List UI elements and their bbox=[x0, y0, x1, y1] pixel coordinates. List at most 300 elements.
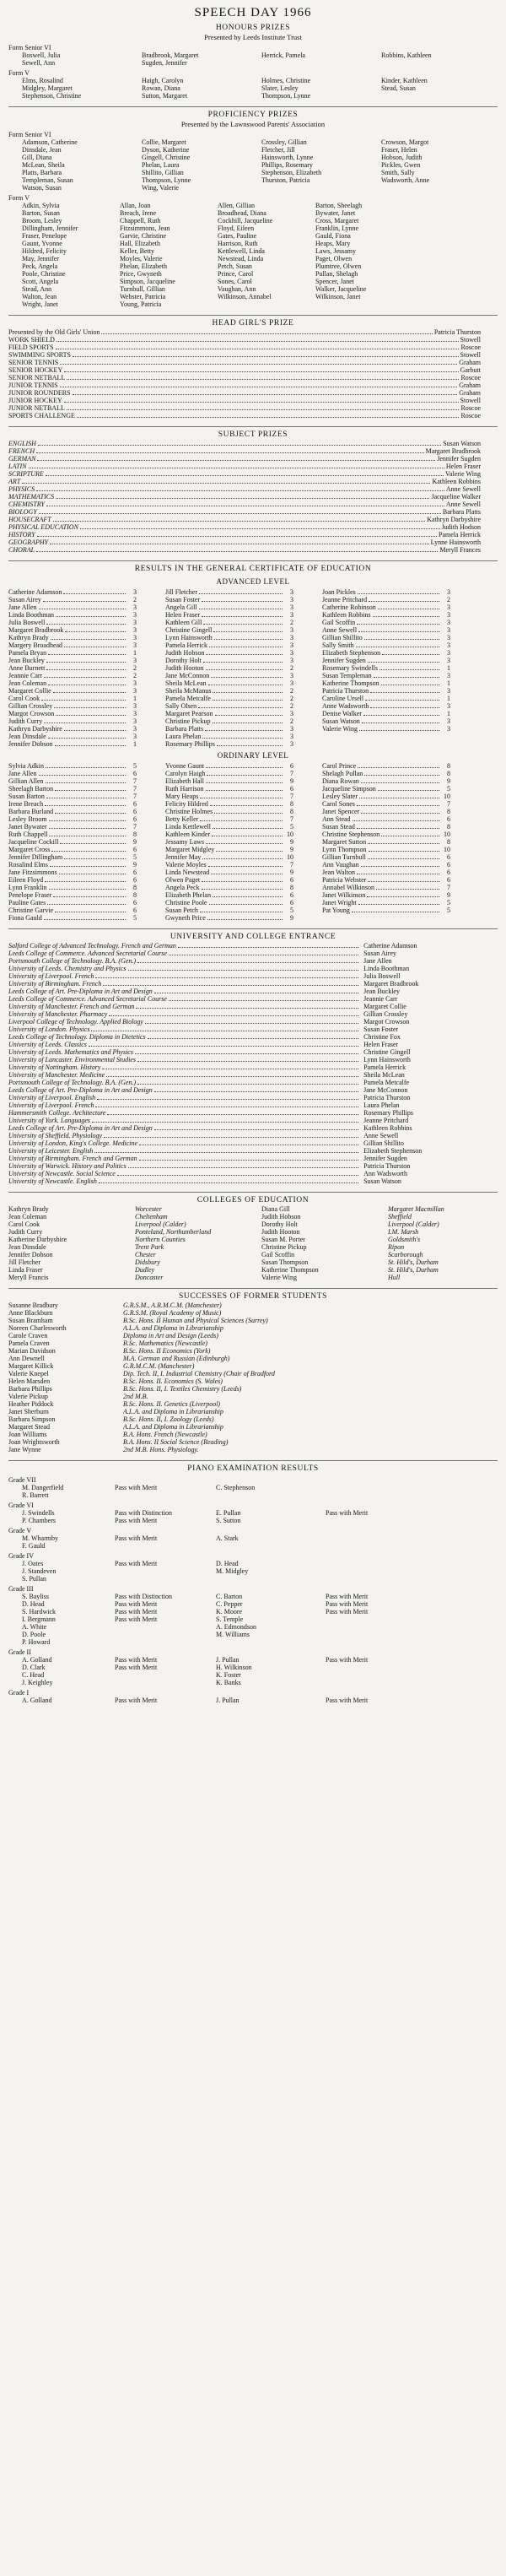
divider bbox=[8, 106, 498, 107]
university-row bbox=[8, 1071, 498, 1079]
prize-name: JUNIOR NETBALL bbox=[8, 404, 65, 412]
pupil-name bbox=[427, 1517, 506, 1524]
student-name: Margaret Midgley bbox=[165, 846, 215, 853]
result-name-cell bbox=[165, 914, 283, 922]
student-name: Platts, Barbara bbox=[22, 169, 62, 176]
student-name bbox=[413, 255, 506, 262]
grade-label: Grade I bbox=[8, 1689, 30, 1697]
student-name: Stead, Ann bbox=[22, 285, 52, 293]
pupil-name: D. Head bbox=[216, 1560, 239, 1567]
result-text: Pass with Merit bbox=[115, 1697, 158, 1704]
divider bbox=[8, 426, 498, 427]
student-name: Sylvia Adkin bbox=[8, 762, 45, 770]
leader-dots bbox=[53, 692, 126, 693]
college-name: I.M. Marsh bbox=[388, 1228, 419, 1236]
pupil-name bbox=[427, 1491, 506, 1499]
leader-dots bbox=[359, 730, 439, 731]
leader-dots bbox=[77, 416, 460, 418]
subject-count: 8 bbox=[133, 831, 137, 838]
house-prize-row bbox=[8, 344, 481, 351]
student-name: Thurston, Patricia bbox=[261, 176, 310, 184]
result-name-cell bbox=[8, 823, 126, 831]
pupil-name: E. Pullan bbox=[216, 1509, 241, 1517]
student-name: Carol Prince bbox=[322, 762, 357, 770]
result-text bbox=[326, 1615, 427, 1623]
college-name: Margaret Macmillan bbox=[388, 1205, 444, 1213]
column-gap bbox=[137, 762, 165, 770]
student-name: Barbara Platts bbox=[165, 725, 204, 733]
column-gap bbox=[137, 710, 165, 717]
student-name: Jane Allen bbox=[8, 603, 37, 611]
leader-dots bbox=[51, 639, 126, 640]
result-name-cell bbox=[8, 838, 126, 846]
divider bbox=[8, 1192, 498, 1193]
student-name: Judith Curry bbox=[8, 717, 43, 725]
pupil-name bbox=[216, 1542, 326, 1550]
result-name-cell bbox=[8, 634, 126, 641]
result-text bbox=[115, 1491, 216, 1499]
result-name-cell bbox=[8, 831, 126, 838]
subject-count: 3 bbox=[133, 611, 137, 619]
result-name-cell bbox=[8, 853, 126, 861]
result-name-cell bbox=[165, 649, 283, 657]
column-gap bbox=[293, 808, 322, 815]
former-student-name: Ann Dewnell bbox=[8, 1355, 45, 1362]
student-name: Sheila McLean bbox=[165, 679, 207, 687]
student-name: Laura Phelan bbox=[165, 733, 202, 740]
result-name-cell bbox=[322, 914, 440, 922]
former-student-name: Joan Williams bbox=[8, 1431, 47, 1438]
leader-dots bbox=[365, 700, 439, 701]
result-text: Pass with Merit bbox=[115, 1534, 158, 1542]
institution-course: Leeds College of Commerce. Advanced Secretarial Course bbox=[8, 995, 167, 1003]
column-gap bbox=[137, 664, 165, 672]
course-cell bbox=[8, 1041, 360, 1048]
course-cell bbox=[8, 1139, 360, 1147]
result-name-cell bbox=[8, 891, 126, 899]
student-name: Susan Thompson bbox=[261, 1258, 309, 1266]
subject-count: 3 bbox=[133, 733, 137, 740]
university-row bbox=[8, 1139, 498, 1147]
subject-prize-row bbox=[8, 523, 481, 531]
student-name: Hildred, Felicity bbox=[22, 247, 67, 255]
pupil-name: D. Head bbox=[22, 1600, 45, 1608]
student-name: Carol Sones bbox=[322, 800, 355, 808]
result-name-cell bbox=[322, 717, 440, 725]
qualification: B.Sc. Hons. II. Genetics (Liverpool) bbox=[123, 1400, 221, 1408]
student-name: Susan Foster bbox=[165, 596, 201, 603]
leader-dots bbox=[37, 535, 437, 537]
leader-dots bbox=[137, 1061, 358, 1062]
leader-dots bbox=[363, 715, 439, 716]
column-gap bbox=[293, 861, 322, 869]
result-name-cell bbox=[8, 679, 126, 687]
result-name-cell bbox=[165, 831, 283, 838]
subject-count: 9 bbox=[290, 846, 293, 853]
pupil-name bbox=[427, 1509, 506, 1517]
result-name-cell bbox=[8, 710, 126, 717]
leader-dots bbox=[368, 843, 439, 844]
student-name: Patricia Webster bbox=[322, 876, 367, 884]
result-name-cell bbox=[8, 800, 126, 808]
pupil-name bbox=[427, 1631, 506, 1638]
pupil-name bbox=[427, 1608, 506, 1615]
institution-course: Leeds College of Technology. Diploma in Dietetics bbox=[8, 1033, 146, 1041]
leader-dots bbox=[49, 820, 126, 821]
leader-dots bbox=[65, 631, 126, 632]
result-text: Pass with Merit bbox=[115, 1656, 158, 1664]
university-row bbox=[8, 957, 498, 965]
leader-dots bbox=[44, 677, 126, 678]
qualification: M.A. German and Russian (Edinburgh) bbox=[123, 1355, 230, 1362]
institution-course: Hammersmith College. Architecture bbox=[8, 1109, 106, 1117]
subject-prize-row bbox=[8, 455, 481, 463]
leader-dots bbox=[22, 482, 430, 484]
student-name: Diana Gill bbox=[261, 1205, 290, 1213]
leader-dots bbox=[207, 775, 283, 776]
column-gap bbox=[293, 762, 322, 770]
former-student-name: Helen Marsden bbox=[8, 1377, 51, 1385]
leader-dots bbox=[199, 593, 283, 594]
pupil-name: S. Hardwick bbox=[22, 1608, 56, 1615]
result-text bbox=[326, 1534, 427, 1542]
qualification: Dip. Tech. II, I. Industrial Chemistry (Chair of Bradford bbox=[123, 1370, 275, 1377]
piano-results bbox=[8, 1476, 498, 1704]
student-name: Carolyn Haigh bbox=[165, 770, 206, 777]
student-name: Valerie Wing bbox=[261, 1274, 297, 1281]
leader-dots bbox=[203, 662, 283, 663]
course-cell bbox=[8, 1079, 360, 1086]
column-gap bbox=[293, 619, 322, 626]
result-text: Pass with Merit bbox=[115, 1560, 158, 1567]
prize-name: SWIMMING SPORTS bbox=[8, 351, 71, 359]
student-name: Margaret Pearson bbox=[165, 710, 213, 717]
result-text: Pass with Merit bbox=[115, 1484, 158, 1491]
student-name: Kathryn Brady bbox=[8, 1205, 49, 1213]
student-name: Wing, Valerie bbox=[142, 184, 179, 192]
student-name: Mary Heaps bbox=[165, 793, 199, 800]
institution-course: Leeds College of Art. Pre-Diploma in Art and Design bbox=[8, 988, 153, 995]
head-girl-section bbox=[8, 318, 498, 419]
pupil-name: J. Pullan bbox=[216, 1697, 240, 1704]
pupil-name: J. Keighley bbox=[22, 1679, 53, 1686]
result-name-cell bbox=[8, 808, 126, 815]
house-prize-row bbox=[8, 374, 481, 382]
subject-count: 3 bbox=[447, 657, 450, 664]
column-gap bbox=[137, 695, 165, 702]
leader-dots bbox=[357, 624, 439, 625]
successes-section bbox=[8, 1291, 498, 1453]
pupil-name: M. Williams bbox=[216, 1631, 250, 1638]
proficiency-heading: PROFICIENCY PRIZES bbox=[207, 111, 299, 119]
subject-count: 6 bbox=[290, 876, 293, 884]
leader-dots bbox=[36, 452, 424, 453]
result-name-cell bbox=[322, 869, 440, 876]
pupil-name: J. Swindells bbox=[22, 1509, 55, 1517]
student-name: Lesley Slater bbox=[322, 793, 358, 800]
college-name: Worcester bbox=[135, 1205, 162, 1213]
leader-dots bbox=[117, 1175, 358, 1176]
student-name bbox=[413, 240, 506, 247]
student-name: Catherine Adamson bbox=[363, 942, 417, 950]
pupil-name bbox=[427, 1575, 506, 1583]
student-name: Chappell, Ruth bbox=[120, 217, 161, 225]
university-heading: UNIVERSITY AND COLLEGE ENTRANCE bbox=[170, 933, 336, 941]
student-name: Linda Newstead bbox=[165, 869, 210, 876]
pupil-name bbox=[427, 1615, 506, 1623]
institution-course: Portsmouth College of Technology. B.A. (Gen.) bbox=[8, 1079, 137, 1086]
head-girl-winner: Patricia Thurston bbox=[433, 328, 481, 336]
student-name: Hobson, Judith bbox=[381, 154, 423, 161]
column-gap bbox=[137, 831, 165, 838]
student-name: Gillian Crossley bbox=[363, 1010, 408, 1018]
student-name: Sheelagh Barton bbox=[8, 785, 54, 793]
student-name: Wright, Janet bbox=[22, 300, 58, 308]
result-name-cell bbox=[8, 702, 126, 710]
divider bbox=[8, 1460, 498, 1461]
subject-name: BIOLOGY bbox=[8, 508, 37, 516]
result-name-cell bbox=[8, 611, 126, 619]
course-cell bbox=[8, 1162, 360, 1170]
column-gap bbox=[293, 725, 322, 733]
former-student-name: Margaret Killick bbox=[8, 1362, 54, 1370]
university-row bbox=[8, 942, 498, 950]
student-name: Margot Crowson bbox=[363, 1018, 410, 1026]
piano-section bbox=[8, 1464, 498, 1704]
result-name-cell bbox=[8, 762, 126, 770]
result-name-cell bbox=[322, 695, 440, 702]
student-name: Gillian Turnbull bbox=[322, 853, 366, 861]
column-gap bbox=[293, 914, 322, 922]
leader-dots bbox=[46, 662, 126, 663]
student-name: Jean Coleman bbox=[8, 1213, 47, 1220]
column-gap bbox=[293, 657, 322, 664]
subject-count: 7 bbox=[133, 793, 137, 800]
leader-dots bbox=[56, 348, 460, 349]
student-name: Olwen Paget bbox=[165, 876, 201, 884]
student-name: Rosemary Swindells bbox=[322, 664, 378, 672]
column-gap bbox=[293, 626, 322, 634]
student-name: Crossley, Gillian bbox=[261, 138, 307, 146]
result-text: Pass with Merit bbox=[115, 1664, 158, 1671]
student-name: Walton, Jean bbox=[22, 293, 57, 300]
student-name: Cross, Margaret bbox=[315, 217, 359, 225]
university-row bbox=[8, 1117, 498, 1124]
student-name: Pamela Metcalfe bbox=[165, 695, 211, 702]
student-name: Christine Poole bbox=[165, 899, 207, 906]
result-text bbox=[326, 1484, 427, 1491]
result-name-cell bbox=[322, 619, 440, 626]
subject-count: 2 bbox=[290, 687, 293, 695]
result-name-cell bbox=[165, 793, 283, 800]
result-name-cell bbox=[165, 702, 283, 710]
college-name: Scarborough bbox=[388, 1251, 423, 1258]
student-name: Pamela Herrick bbox=[165, 641, 207, 649]
grade-label: Grade VI bbox=[8, 1502, 34, 1509]
student-name: Margaret Collie bbox=[8, 687, 51, 695]
student-name: Susan Barton bbox=[8, 793, 45, 800]
leader-dots bbox=[73, 393, 458, 395]
qualification: G.R.M.C.M. (Manchester) bbox=[123, 1362, 195, 1370]
house-prize-row bbox=[8, 351, 481, 359]
column-gap bbox=[137, 725, 165, 733]
student-name: Watson, Susan bbox=[22, 184, 62, 192]
university-section bbox=[8, 932, 498, 1185]
result-name-cell bbox=[322, 641, 440, 649]
student-name: Fitzsimmons, Jean bbox=[120, 225, 170, 232]
result-text: Pass with Merit bbox=[326, 1593, 369, 1600]
result-name-cell bbox=[8, 657, 126, 664]
student-name: Scott, Angela bbox=[22, 278, 59, 285]
result-name-cell bbox=[322, 823, 440, 831]
subject-count: 3 bbox=[133, 717, 137, 725]
student-name: Pamela Bryan bbox=[8, 649, 47, 657]
house-name: Stowell bbox=[460, 397, 481, 404]
subject-prize-row bbox=[8, 538, 481, 546]
leader-dots bbox=[369, 601, 439, 602]
result-name-cell bbox=[8, 906, 126, 914]
column-gap bbox=[137, 823, 165, 831]
student-name: Kathleen Robbins bbox=[322, 611, 371, 619]
house-name: Graham bbox=[459, 389, 481, 397]
result-name-cell bbox=[8, 603, 126, 611]
leader-dots bbox=[203, 624, 283, 625]
student-name: Cockhill, Jacqueline bbox=[218, 217, 273, 225]
student-name: Sally Olsen bbox=[165, 702, 197, 710]
subject-count: 2 bbox=[133, 664, 137, 672]
result-name-cell bbox=[165, 733, 283, 740]
pupil-name: H. Wilkinson bbox=[216, 1664, 252, 1671]
subject-count: 8 bbox=[447, 762, 450, 770]
leader-dots bbox=[367, 896, 439, 897]
student-name: Broom, Lesley bbox=[22, 217, 62, 225]
column-gap bbox=[137, 899, 165, 906]
column-gap bbox=[137, 679, 165, 687]
column-gap bbox=[293, 899, 322, 906]
subject-count: 5 bbox=[447, 899, 450, 906]
leader-dots bbox=[178, 947, 358, 948]
subject-count: 7 bbox=[133, 823, 137, 831]
colleges-section bbox=[8, 1195, 498, 1281]
student-name: Bywater, Janet bbox=[315, 209, 356, 217]
leader-dots bbox=[94, 1152, 358, 1153]
university-row bbox=[8, 1063, 498, 1071]
student-name: Linda Kettlewell bbox=[165, 823, 211, 831]
course-cell bbox=[8, 1056, 360, 1063]
student-name: Judith Hobson bbox=[165, 649, 205, 657]
column-gap bbox=[293, 672, 322, 679]
subject-count: 2 bbox=[447, 596, 450, 603]
student-name: Jane McConnon bbox=[165, 672, 210, 679]
result-name-cell bbox=[322, 853, 440, 861]
student-name: Templeman, Susan bbox=[22, 176, 73, 184]
subject-count: 3 bbox=[290, 626, 293, 634]
student-name: Margot Crowson bbox=[8, 710, 55, 717]
student-name: Pickles, Gwen bbox=[381, 161, 421, 169]
result-name-cell bbox=[165, 588, 283, 596]
student-name: Jennifer Sugden bbox=[322, 657, 366, 664]
result-name-cell bbox=[322, 702, 440, 710]
institution-course: University of Leeds. Chemistry and Physics bbox=[8, 965, 126, 972]
pupil-name: J. Oates bbox=[22, 1560, 44, 1567]
student-name: Christine Fox bbox=[363, 1033, 401, 1041]
student-name: Gillian Allen bbox=[8, 777, 44, 785]
column-gap bbox=[137, 649, 165, 657]
university-row bbox=[8, 1018, 498, 1026]
column-gap bbox=[137, 603, 165, 611]
university-row bbox=[8, 1086, 498, 1094]
subject-count: 3 bbox=[133, 725, 137, 733]
pupil-name: J. Pullan bbox=[216, 1656, 240, 1664]
winner-name: Judith Hodson bbox=[441, 523, 481, 531]
university-row bbox=[8, 1124, 498, 1132]
course-cell bbox=[8, 957, 360, 965]
successes-heading: SUCCESSES OF FORMER STUDENTS bbox=[179, 1292, 327, 1301]
pupil-name: M. Wharmby bbox=[22, 1534, 58, 1542]
leader-dots bbox=[57, 340, 459, 342]
leader-dots bbox=[53, 520, 426, 522]
leader-dots bbox=[51, 851, 126, 852]
university-row bbox=[8, 1094, 498, 1101]
subject-count: 5 bbox=[133, 914, 137, 922]
result-text bbox=[326, 1560, 427, 1567]
student-name: Wilkinson, Annabel bbox=[218, 293, 272, 300]
leader-dots bbox=[358, 904, 439, 905]
subject-prize-row bbox=[8, 546, 481, 554]
student-name: Annabel Wilkinson bbox=[322, 884, 374, 891]
subject-count: 5 bbox=[133, 762, 137, 770]
house-prize-row bbox=[8, 404, 481, 412]
leader-dots bbox=[210, 805, 283, 806]
result-name-cell bbox=[8, 884, 126, 891]
column-gap bbox=[137, 800, 165, 808]
student-name: Anne Sewell bbox=[322, 626, 358, 634]
qualification: A.L.A. and Diploma in Librarianship bbox=[123, 1408, 223, 1415]
result-name-cell bbox=[8, 793, 126, 800]
leader-dots bbox=[154, 1091, 358, 1092]
pupil-name: S. Bayliss bbox=[22, 1593, 50, 1600]
result-text: Pass with Merit bbox=[115, 1615, 158, 1623]
pupil-name bbox=[216, 1575, 326, 1583]
result-name-cell bbox=[322, 838, 440, 846]
student-name: Sewell, Ann bbox=[22, 59, 56, 67]
student-name: Angela Peck bbox=[165, 884, 200, 891]
leader-dots bbox=[215, 715, 283, 716]
honours-heading: HONOURS PRIZES bbox=[215, 24, 291, 32]
leader-dots bbox=[54, 707, 126, 708]
student-name: Stead, Susan bbox=[381, 84, 416, 92]
student-name: Carol Cook bbox=[8, 1220, 40, 1228]
proficiency-groups bbox=[8, 131, 498, 308]
subject-count: 6 bbox=[447, 861, 450, 869]
university-row bbox=[8, 1147, 498, 1155]
result-text bbox=[115, 1679, 216, 1686]
leader-dots bbox=[46, 767, 126, 768]
college-name: Ripon bbox=[388, 1243, 405, 1251]
house-prize-row bbox=[8, 336, 481, 344]
student-name: Gaunt, Yvonne bbox=[22, 240, 62, 247]
course-cell bbox=[8, 995, 360, 1003]
subject-count: 3 bbox=[133, 588, 137, 596]
course-cell bbox=[8, 1010, 360, 1018]
college-name: Liverpool (Calder) bbox=[388, 1220, 439, 1228]
successes-list bbox=[8, 1302, 498, 1453]
student-name bbox=[413, 209, 506, 217]
student-name: Laws, Jessamy bbox=[315, 247, 356, 255]
student-name: Gillian Shillito bbox=[322, 634, 363, 641]
subject-count: 3 bbox=[133, 687, 137, 695]
qualification: G.R.S.M., A.R.M.C.M. (Manchester) bbox=[123, 1302, 222, 1309]
